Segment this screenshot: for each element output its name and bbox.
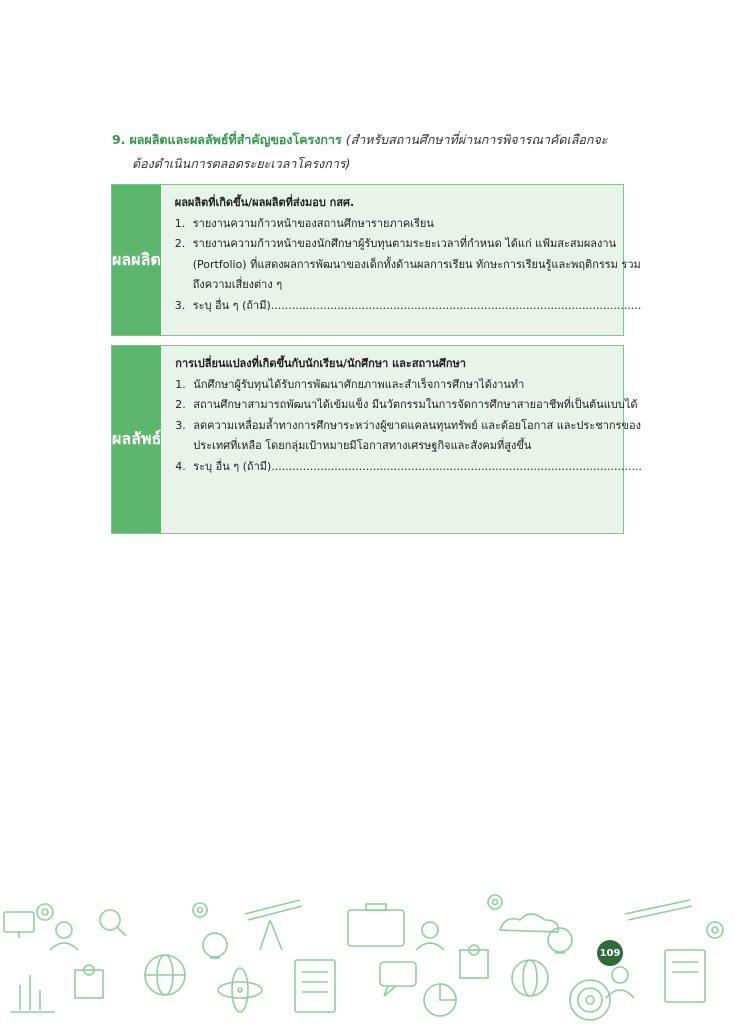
magnifier-icon	[100, 910, 126, 936]
list-item	[175, 395, 642, 416]
item-number: 1.	[174, 216, 186, 230]
list-item	[175, 234, 642, 296]
cloud-icon	[500, 914, 558, 932]
item-number: 4.	[175, 459, 186, 473]
list-item	[175, 375, 642, 396]
outcome-content	[161, 346, 654, 533]
person-icon	[50, 922, 78, 950]
item-text: นักศึกษาผู้รับทุนได้รับการพัฒนาศักยภาพและสำเร็จการศึกษาได้งานทำ	[193, 377, 525, 391]
chat-icon	[380, 962, 416, 996]
item-text: สถานศึกษาสามารถพัฒนาได้เข้มแข็ง มีนวัตกรรมในการจัดการศึกษาสายอาชีพที่เป็นต้นแบบได้	[193, 398, 638, 411]
gear-icon	[707, 922, 723, 938]
person-icon	[416, 922, 444, 950]
item-number: 1.	[175, 377, 186, 391]
item-text: ระบุ อื่น ๆ (ถ้ามี)..........................................................................................................	[193, 459, 642, 473]
footer-icon-pattern	[0, 890, 735, 1024]
gear-icon	[488, 895, 502, 909]
section-number: 9.	[112, 132, 126, 147]
outcome-subtitle: การเปลี่ยนแปลงที่เกิดขึ้นกับนักเรียน/นักศึกษา และสถานศึกษา	[175, 357, 466, 370]
outcome-label: ผลลัพธ์	[112, 346, 161, 533]
page-number-badge: 109	[597, 940, 623, 966]
person-icon	[606, 967, 634, 998]
section-title: ผลผลิตและผลลัพธ์ที่สำคัญของโครงการ	[129, 132, 342, 147]
output-label: ผลผลิต	[112, 185, 161, 335]
outcome-list	[175, 375, 642, 478]
telescope-icon	[625, 900, 692, 920]
list-item	[175, 416, 642, 457]
item-text: ระบุ อื่น ๆ (ถ้ามี)..........................................................................................................	[192, 298, 642, 312]
gear-icon	[37, 904, 53, 920]
section-heading	[112, 128, 632, 176]
output-subtitle: ผลผลิตที่เกิดขึ้น/ผลผลิตที่ส่งมอบ กสศ.	[174, 196, 355, 209]
atom-icon	[218, 968, 262, 1012]
section-note-line1: (สำหรับสถานศึกษาที่ผ่านการพิจารณาคัดเลือกจะ	[345, 132, 608, 147]
document-icon	[295, 960, 335, 1012]
list-item	[175, 214, 642, 235]
output-list	[175, 214, 642, 317]
chart-icon	[10, 975, 55, 1012]
output-content	[161, 185, 654, 335]
document-icon	[665, 950, 705, 1002]
gear-icon	[193, 903, 207, 917]
briefcase-icon	[348, 904, 404, 946]
puzzle-icon	[460, 945, 488, 978]
list-item	[175, 296, 642, 317]
item-number: 3.	[174, 298, 186, 312]
monitor-icon	[4, 912, 34, 938]
target-icon	[570, 980, 610, 1020]
pie-chart-icon	[424, 984, 456, 1016]
list-item	[175, 457, 642, 478]
section-note-line2: ต้องดำเนินการตลอดระยะเวลาโครงการ)	[132, 156, 351, 171]
output-box	[111, 184, 642, 336]
puzzle-icon	[75, 965, 103, 998]
item-text: รายงานความก้าวหน้าของสถานศึกษารายภาคเรียน	[192, 216, 434, 230]
lightbulb-icon	[203, 933, 227, 958]
globe-icon	[512, 960, 548, 996]
globe-icon	[145, 955, 185, 995]
item-number: 2.	[174, 237, 186, 250]
item-number: 3.	[175, 418, 186, 432]
telescope-icon	[245, 900, 302, 950]
item-text: รายงานความก้าวหน้าของนักศึกษาผู้รับทุนตามระยะเวลาที่กำหนด ได้แก่ แฟ้มสะสมผลงาน (Portfolio) ที่แสดงผลการพัฒนาของเด็กทั้งด้านผลการเรียน ทักษะการเรียนรู้และพฤติกรรม รวมถึงความเสี่ยงต่าง ๆ	[192, 237, 641, 291]
item-text: ลดความเหลื่อมล้ำทางการศึกษาระหว่างผู้ขาดแคลนทุนทรัพย์ และด้อยโอกาส และประชากรของประเทศที่เหลือ โดยกลุ่มเป้าหมายมีโอกาสทางเศรษฐกิจและสังคมที่สูงขึ้น	[193, 418, 641, 452]
item-number: 2.	[175, 398, 186, 411]
outcome-box	[111, 345, 642, 534]
